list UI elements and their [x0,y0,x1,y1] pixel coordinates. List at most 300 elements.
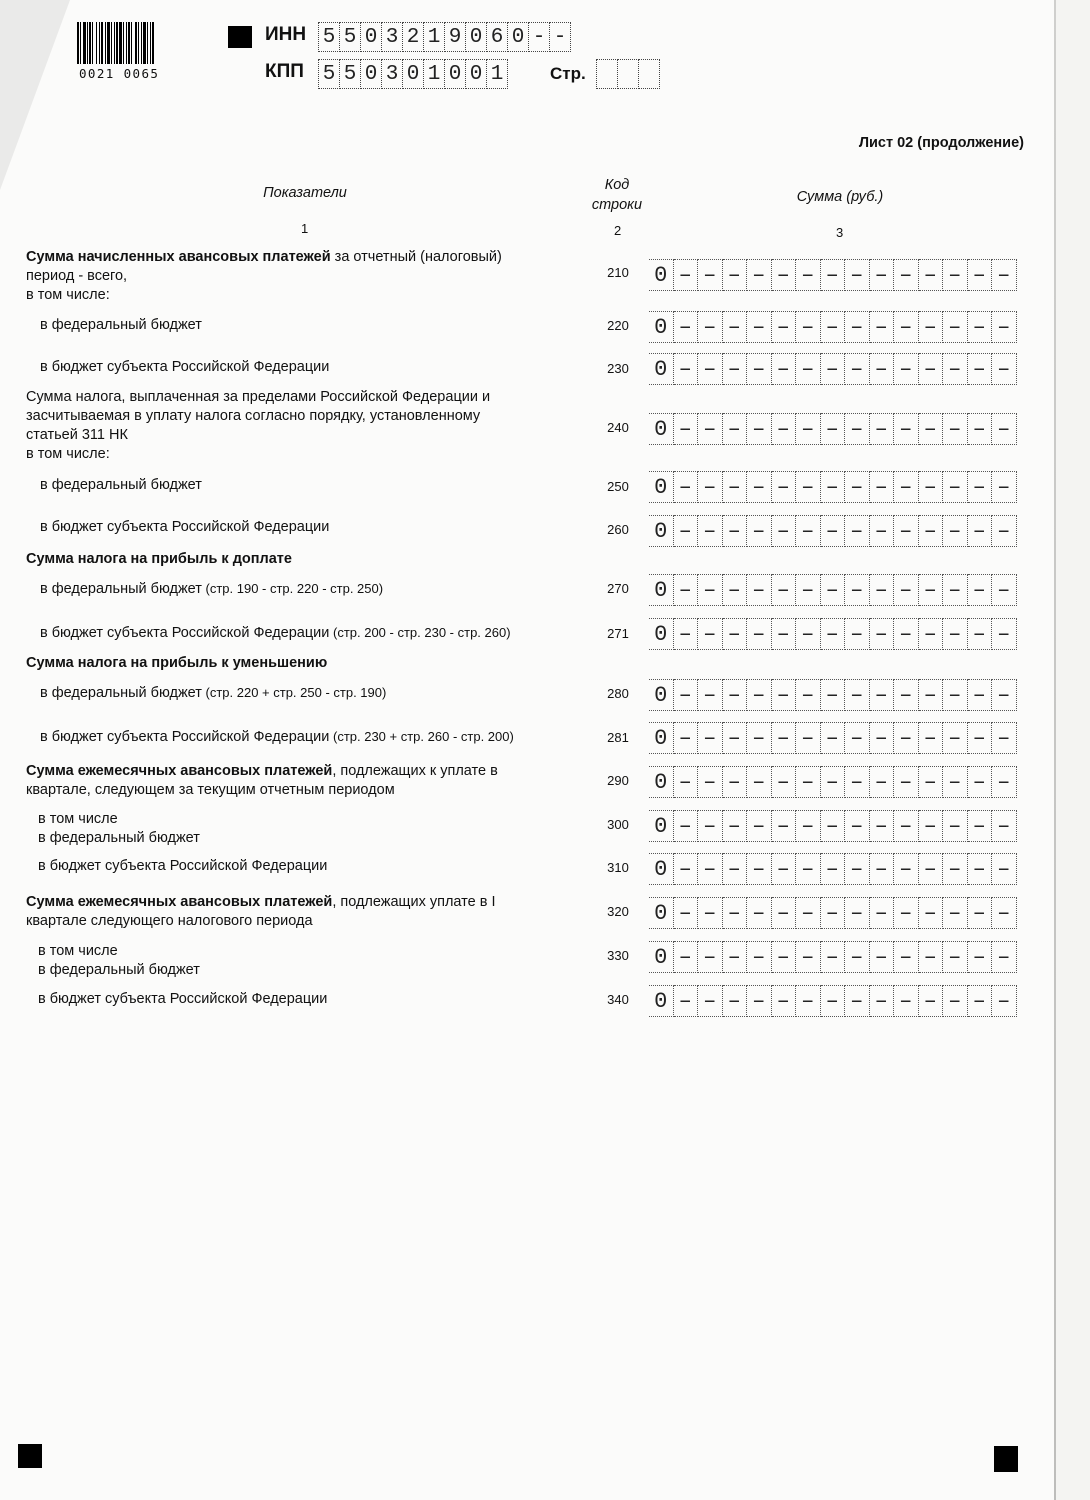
row-label-text: , подлежащих к уплате в [332,763,498,779]
row-label-text: в бюджет субъекта Российской Федерации [40,625,330,641]
amount-digit-cell: – [821,853,846,885]
amount-digit-cell: – [919,679,944,711]
amount-digit-cell: – [919,618,944,650]
inn-digit-cell: 1 [424,22,445,52]
row-label-text: в бюджет субъекта Российской Федерации [40,359,330,375]
inn-digit-cell: 0 [508,22,529,52]
amount-digit-cell: – [698,413,723,445]
amount-digit-cell: – [698,259,723,291]
amount-digit-cell: – [796,985,821,1017]
amount-digit-cell: – [772,897,797,929]
amount-digit-cell: – [919,259,944,291]
amount-digit-cell: – [674,311,699,343]
amount-digit-cell: – [821,766,846,798]
amount-digit-cell: – [796,853,821,885]
row-label-bold: Сумма ежемесячных авансовых платежей [26,763,333,779]
amount-digit-cell: – [796,722,821,754]
row-code: 260 [607,522,629,537]
amount-digit-cell: – [919,853,944,885]
amount-digit-cell: – [870,311,895,343]
amount-digit-cell: 0 [649,353,674,385]
row-code: 290 [607,773,629,788]
amount-digit-cell: – [747,897,772,929]
row-label-text: в бюджет субъекта Российской Федерации [38,991,328,1007]
row-label-line [40,476,202,495]
amount-digit-cell: – [845,810,870,842]
kpp-label: КПП [265,61,304,82]
amount-digit-cell: – [992,897,1017,929]
row-label-line: квартале следующего налогового периода [26,913,313,929]
amount-digit-cell: – [674,353,699,385]
amount-digit-cell: – [723,353,748,385]
amount-digit-cell: – [698,766,723,798]
amount-digit-cell: – [747,722,772,754]
row-label-line [26,388,490,407]
amount-digit-cell: – [796,766,821,798]
amount-digit-cell: – [870,941,895,973]
amount-digit-cell: – [919,897,944,929]
amount-field-290[interactable] [649,766,1017,798]
amount-digit-cell: – [968,897,993,929]
amount-digit-cell: – [943,810,968,842]
amount-digit-cell: – [821,574,846,606]
inn-digit-cell: - [550,22,571,52]
row-label-line [38,990,327,1009]
amount-digit-cell: – [968,413,993,445]
amount-digit-cell: – [796,574,821,606]
amount-digit-cell: – [894,853,919,885]
row-code: 240 [607,420,629,435]
amount-digit-cell: – [674,471,699,503]
amount-digit-cell: – [845,413,870,445]
amount-field-270[interactable] [649,574,1017,606]
row-label-text: в федеральный бюджет [40,477,202,493]
amount-digit-cell: – [723,897,748,929]
amount-field-220[interactable] [649,311,1017,343]
amount-digit-cell: – [796,259,821,291]
amount-digit-cell: – [747,941,772,973]
amount-digit-cell: 0 [649,679,674,711]
amount-digit-cell: – [968,810,993,842]
amount-digit-cell: – [968,766,993,798]
barcode-bar [154,22,156,64]
amount-digit-cell: 0 [649,853,674,885]
amount-digit-cell: – [674,413,699,445]
amount-digit-cell: – [698,353,723,385]
amount-digit-cell: – [821,618,846,650]
page-number-field[interactable] [596,59,660,89]
amount-digit-cell: – [870,515,895,547]
amount-digit-cell: – [968,353,993,385]
amount-digit-cell: – [772,353,797,385]
amount-digit-cell: – [943,853,968,885]
row-label-line: в том числе: [26,287,110,303]
page-corner-shadow [0,0,70,190]
row-label-line [26,248,502,267]
amount-digit-cell: – [674,722,699,754]
amount-digit-cell: – [870,897,895,929]
row-formula: (стр. 230 + стр. 260 - стр. 200) [329,729,514,744]
amount-digit-cell: – [968,722,993,754]
amount-digit-cell: – [821,679,846,711]
row-label-300 [38,810,200,848]
row-label-bold: Сумма начисленных авансовых платежей [26,249,331,265]
amount-digit-cell: – [845,722,870,754]
inn-digit-cell: 2 [403,22,424,52]
inn-digit-cell: 5 [340,22,361,52]
inn-digit-cell: - [529,22,550,52]
row-label-line [38,857,327,876]
alignment-marker-top [228,26,252,48]
amount-digit-cell: – [870,259,895,291]
amount-digit-cell: – [919,413,944,445]
amount-digit-cell: – [723,618,748,650]
amount-digit-cell: – [674,810,699,842]
amount-digit-cell: – [698,574,723,606]
amount-digit-cell: – [723,766,748,798]
amount-digit-cell: – [723,853,748,885]
amount-digit-cell: – [698,618,723,650]
barcode-image [77,22,199,64]
amount-digit-cell: – [943,515,968,547]
barcode-digits: 0021 0065 [79,66,160,81]
amount-digit-cell: – [870,471,895,503]
amount-digit-cell: – [821,259,846,291]
amount-digit-cell: – [943,574,968,606]
amount-digit-cell: 0 [649,259,674,291]
amount-digit-cell: – [674,679,699,711]
row-code: 300 [607,817,629,832]
amount-digit-cell: – [919,722,944,754]
row-label-line: засчитываемая в уплату налога согласно порядку, установленному [26,408,481,424]
row-label-line [26,762,498,781]
amount-digit-cell: – [870,853,895,885]
amount-digit-cell: – [919,574,944,606]
amount-digit-cell: – [870,810,895,842]
amount-field-340[interactable] [649,985,1017,1017]
amount-digit-cell: – [894,259,919,291]
amount-field-330[interactable] [649,941,1017,973]
amount-digit-cell: – [772,722,797,754]
row-label-line [40,579,383,599]
row-label-line [26,893,496,912]
amount-digit-cell: – [919,515,944,547]
kpp-digit-cell: 0 [466,59,487,89]
amount-digit-cell: – [772,413,797,445]
amount-digit-cell: – [943,985,968,1017]
row-code: 320 [607,904,629,919]
amount-digit-cell: – [698,311,723,343]
row-label-281 [40,727,514,747]
amount-digit-cell: – [796,311,821,343]
row-code: 220 [607,318,629,333]
row-label-text: в федеральный бюджет [40,685,202,701]
amount-digit-cell: – [943,897,968,929]
amount-digit-cell: – [992,618,1017,650]
amount-digit-cell: – [674,853,699,885]
inn-label: ИНН [265,24,307,45]
row-label-line [40,683,386,703]
amount-field-281[interactable] [649,722,1017,754]
amount-digit-cell: – [968,618,993,650]
amount-field-320[interactable] [649,897,1017,929]
amount-digit-cell: – [894,311,919,343]
amount-digit-cell: – [845,574,870,606]
kpp-digit-cell: 0 [445,59,466,89]
row-code: 250 [607,479,629,494]
amount-digit-cell: – [747,679,772,711]
page-digit-cell [618,59,639,89]
amount-field-271[interactable] [649,618,1017,650]
inn-digit-cell: 6 [487,22,508,52]
amount-digit-cell: – [723,471,748,503]
amount-digit-cell: – [968,985,993,1017]
amount-field-310[interactable] [649,853,1017,885]
row-label-line [38,810,200,829]
alignment-marker-bottom-left [18,1444,42,1468]
row-code: 270 [607,581,629,596]
amount-digit-cell: – [870,413,895,445]
amount-digit-cell: – [870,353,895,385]
amount-digit-cell: – [821,413,846,445]
amount-digit-cell: – [698,897,723,929]
amount-digit-cell: – [894,985,919,1017]
row-label-310 [38,857,327,876]
amount-digit-cell: – [943,471,968,503]
inn-digit-cell: 3 [382,22,403,52]
amount-digit-cell: – [796,810,821,842]
amount-digit-cell: – [992,574,1017,606]
amount-digit-cell: – [894,574,919,606]
amount-digit-cell: – [772,941,797,973]
amount-digit-cell: – [772,471,797,503]
amount-field-300[interactable] [649,810,1017,842]
column-header-code-line2: строки [591,197,643,213]
amount-digit-cell: – [845,985,870,1017]
kpp-digit-cell: 3 [382,59,403,89]
amount-digit-cell: 0 [649,766,674,798]
amount-digit-cell: – [698,810,723,842]
amount-field-260[interactable] [649,515,1017,547]
amount-digit-cell: 0 [649,722,674,754]
row-label-line: в федеральный бюджет [38,962,200,978]
amount-digit-cell: – [943,679,968,711]
amount-digit-cell: – [772,766,797,798]
amount-digit-cell: – [723,679,748,711]
row-code: 281 [607,730,629,745]
row-formula: (стр. 220 + стр. 250 - стр. 190) [201,685,387,700]
amount-digit-cell: – [894,722,919,754]
amount-digit-cell: – [894,515,919,547]
amount-digit-cell: – [796,515,821,547]
column-number-3: 3 [836,225,844,240]
row-label-250 [40,476,202,495]
amount-digit-cell: – [821,515,846,547]
amount-digit-cell: – [772,679,797,711]
row-label-line [40,623,511,643]
kpp-digit-cell: 0 [403,59,424,89]
amount-digit-cell: – [845,853,870,885]
amount-digit-cell: – [968,515,993,547]
amount-digit-cell: – [674,618,699,650]
amount-field-240[interactable] [649,413,1017,445]
amount-digit-cell: – [796,471,821,503]
amount-digit-cell: – [870,574,895,606]
amount-digit-cell: – [992,679,1017,711]
amount-digit-cell: – [943,413,968,445]
amount-digit-cell: 0 [649,941,674,973]
amount-digit-cell: – [992,413,1017,445]
amount-digit-cell: – [772,985,797,1017]
amount-digit-cell: – [870,766,895,798]
amount-digit-cell: 0 [649,311,674,343]
amount-digit-cell: – [943,311,968,343]
row-code: 280 [607,686,629,701]
row-label-line: период - всего, [26,268,128,284]
inn-digit-cell: 0 [361,22,382,52]
amount-digit-cell: – [698,941,723,973]
amount-digit-cell: – [870,985,895,1017]
amount-digit-cell: – [821,311,846,343]
amount-digit-cell: – [796,413,821,445]
inn-field[interactable] [318,22,571,52]
amount-digit-cell: – [723,941,748,973]
amount-digit-cell: – [968,259,993,291]
row-label-280 [40,683,386,703]
amount-digit-cell: – [821,897,846,929]
row-label-320 [26,893,496,931]
row-label-line: в федеральный бюджет [38,830,200,846]
alignment-marker-bottom-right [994,1446,1018,1472]
amount-digit-cell: – [943,766,968,798]
section-heading: Сумма налога на прибыль к уменьшению [26,655,328,671]
row-label-230 [40,358,329,377]
row-label-line: квартале, следующем за текущим отчетным периодом [26,782,395,798]
amount-digit-cell: – [747,413,772,445]
amount-digit-cell: – [723,985,748,1017]
amount-digit-cell: – [968,679,993,711]
amount-digit-cell: – [870,679,895,711]
amount-digit-cell: – [845,311,870,343]
kpp-digit-cell: 1 [424,59,445,89]
amount-digit-cell: – [919,810,944,842]
kpp-digit-cell: 0 [361,59,382,89]
inn-digit-cell: 9 [445,22,466,52]
amount-digit-cell: – [674,574,699,606]
kpp-digit-cell: 5 [340,59,361,89]
amount-digit-cell: – [772,311,797,343]
amount-digit-cell: – [821,985,846,1017]
amount-digit-cell: – [943,722,968,754]
amount-digit-cell: 0 [649,515,674,547]
row-code: 310 [607,860,629,875]
amount-digit-cell: – [698,722,723,754]
amount-digit-cell: – [919,353,944,385]
amount-digit-cell: – [747,810,772,842]
row-label-line: статьей 311 НК [26,427,128,443]
amount-digit-cell: – [845,766,870,798]
column-number-2: 2 [614,223,622,238]
amount-digit-cell: – [772,810,797,842]
section-heading: Сумма налога на прибыль к доплате [26,551,292,567]
amount-digit-cell: – [698,679,723,711]
row-code: 271 [607,626,629,641]
amount-digit-cell: – [796,353,821,385]
amount-digit-cell: – [674,897,699,929]
row-label-240 [26,388,490,464]
amount-digit-cell: – [747,353,772,385]
amount-digit-cell: – [919,941,944,973]
sheet-title: Лист 02 (продолжение) [858,135,1024,151]
row-label-text: Сумма налога, выплаченная за пределами Российской Федерации и [26,389,491,405]
row-label-330 [38,942,200,980]
amount-digit-cell: – [845,618,870,650]
amount-digit-cell: – [894,766,919,798]
amount-digit-cell: – [992,941,1017,973]
row-label-260 [40,518,329,537]
row-label-text: в том числе [38,811,118,827]
amount-field-210[interactable] [649,259,1017,291]
amount-digit-cell: – [698,985,723,1017]
amount-digit-cell: 0 [649,413,674,445]
amount-digit-cell: – [796,941,821,973]
amount-digit-cell: – [723,722,748,754]
amount-digit-cell: – [968,941,993,973]
amount-digit-cell: – [894,471,919,503]
amount-digit-cell: – [894,618,919,650]
row-label-text: в бюджет субъекта Российской Федерации [38,858,328,874]
amount-digit-cell: – [943,259,968,291]
column-number-1: 1 [301,221,309,236]
row-label-290 [26,762,498,800]
amount-digit-cell: – [747,766,772,798]
amount-digit-cell: – [723,810,748,842]
amount-digit-cell: – [723,413,748,445]
amount-digit-cell: – [992,353,1017,385]
amount-digit-cell: – [723,515,748,547]
amount-field-250[interactable] [649,471,1017,503]
amount-digit-cell: – [772,853,797,885]
amount-digit-cell: – [992,311,1017,343]
row-label-text: в бюджет субъекта Российской Федерации [40,729,330,745]
row-label-210 [26,248,502,305]
amount-digit-cell: – [894,679,919,711]
amount-digit-cell: – [968,471,993,503]
amount-field-280[interactable] [649,679,1017,711]
amount-digit-cell: – [894,413,919,445]
row-label-text: за отчетный (налоговый) [330,249,502,265]
amount-digit-cell: – [821,941,846,973]
amount-digit-cell: – [674,766,699,798]
amount-digit-cell: – [674,985,699,1017]
amount-field-230[interactable] [649,353,1017,385]
kpp-field[interactable] [318,59,508,89]
column-header-code-line1: Код [604,177,630,193]
amount-digit-cell: – [821,810,846,842]
amount-digit-cell: – [968,311,993,343]
row-formula: (стр. 200 - стр. 230 - стр. 260) [329,625,511,640]
amount-digit-cell: – [968,853,993,885]
amount-digit-cell: – [992,471,1017,503]
row-label-line: в том числе: [26,446,110,462]
amount-digit-cell: – [747,515,772,547]
row-label-text: , подлежащих уплате в I [332,894,496,910]
amount-digit-cell: – [919,471,944,503]
amount-digit-cell: – [943,618,968,650]
amount-digit-cell: – [796,618,821,650]
amount-digit-cell: – [845,471,870,503]
amount-digit-cell: – [919,766,944,798]
